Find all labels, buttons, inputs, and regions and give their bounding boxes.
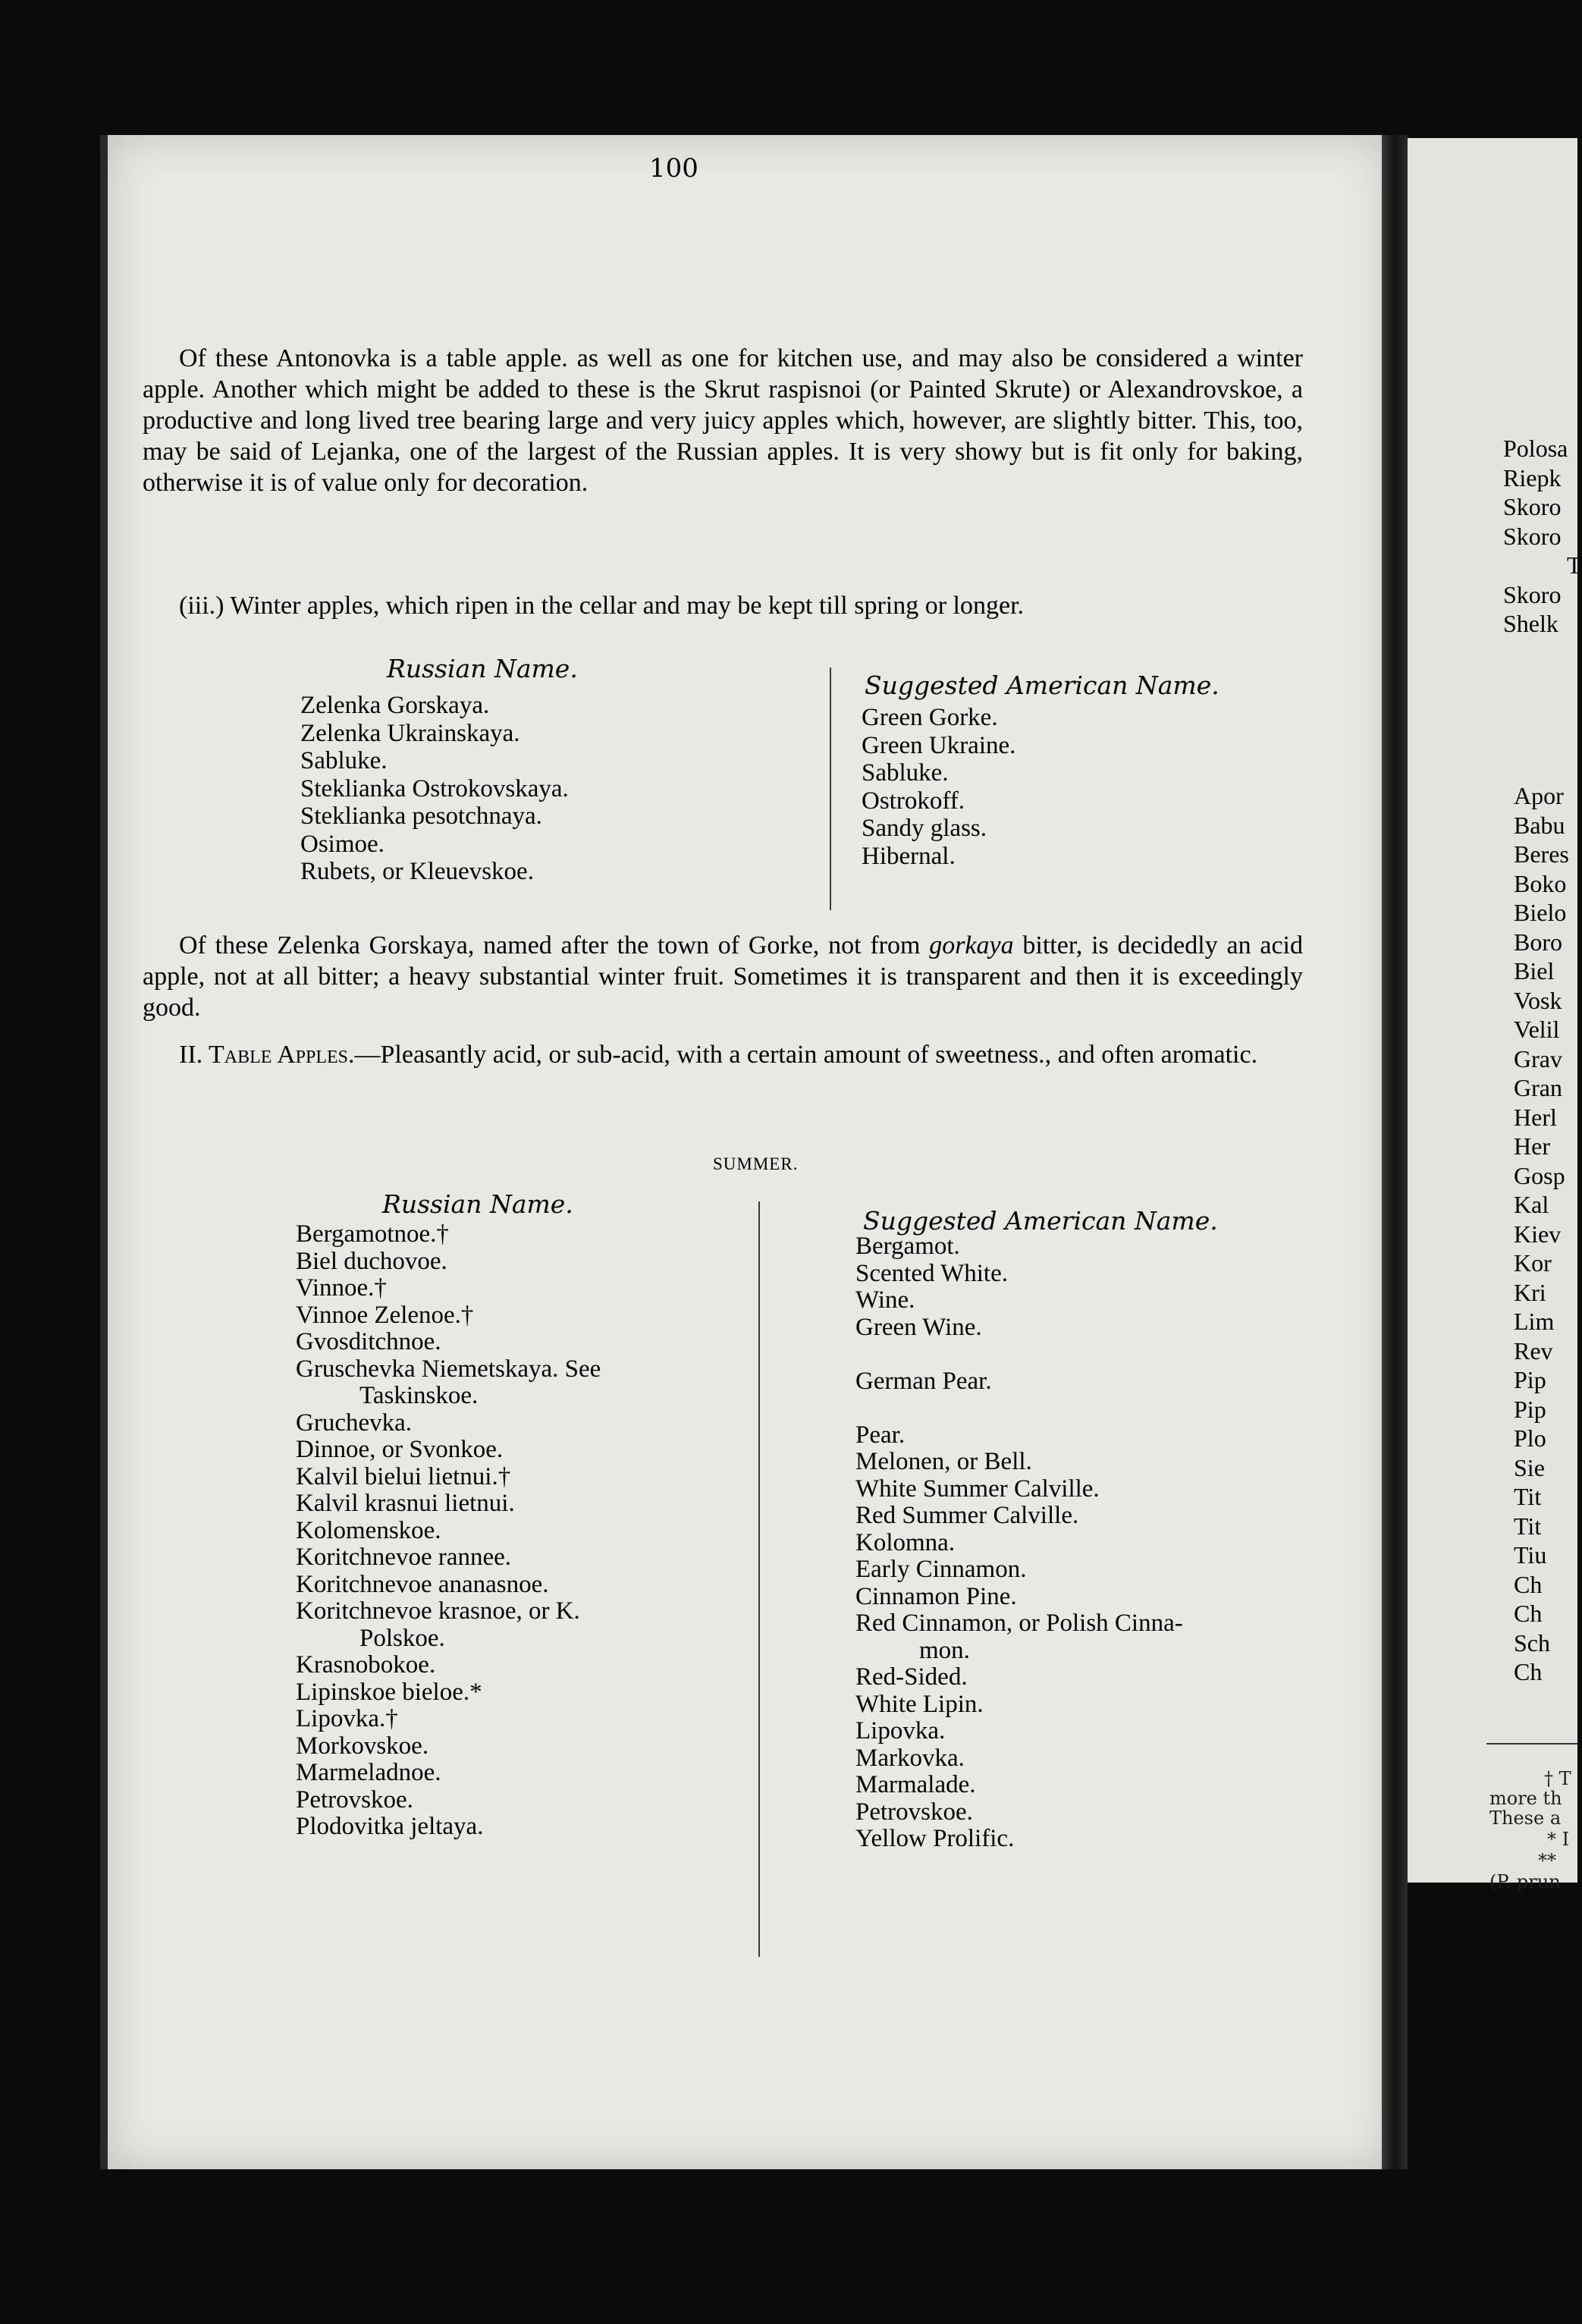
paragraph-zelenka-italic: gorkaya bbox=[929, 931, 1014, 959]
summer-russian-name: Morkovskoe. bbox=[296, 1732, 429, 1760]
facing-page-lower-item: Sie bbox=[1514, 1453, 1545, 1481]
facing-page-lower-item: Pip bbox=[1514, 1366, 1546, 1393]
summer-russian-name: Kolomenskoe. bbox=[296, 1516, 441, 1544]
paragraph-antonovka bbox=[143, 343, 1303, 498]
facing-page-lower-item: Tit bbox=[1514, 1483, 1542, 1510]
facing-page-top-item: Polosa bbox=[1503, 435, 1568, 462]
summer-russian-name: Gvosditchnoe. bbox=[296, 1328, 441, 1355]
summer-american-header: Suggested American Name. bbox=[863, 1206, 1218, 1236]
winter-american-name: Green Gorke. bbox=[862, 704, 998, 731]
winter-american-name: Sabluke. bbox=[862, 759, 949, 787]
facing-page-lower-item: Sch bbox=[1514, 1628, 1550, 1657]
summer-russian-name: Krasnobokoe. bbox=[296, 1651, 436, 1679]
summer-american-name: Lipovka. bbox=[855, 1717, 946, 1745]
summer-russian-name: Vinnoe Zelenoe.† bbox=[296, 1301, 474, 1329]
winter-american-name: Ostrokoff. bbox=[862, 787, 965, 815]
facing-page-lower-item: Grav bbox=[1514, 1044, 1562, 1072]
facing-page-footnote: ** bbox=[1538, 1850, 1556, 1871]
facing-page-footnote: These a bbox=[1489, 1807, 1562, 1829]
summer-russian-name: Koritchnevoe krasnoe, or K. bbox=[296, 1597, 580, 1625]
facing-page-top-list bbox=[1503, 434, 1582, 639]
summer-heading: SUMMER. bbox=[713, 1154, 799, 1173]
facing-page-top-item: Riepk bbox=[1503, 463, 1562, 491]
paragraph-zelenka-text-b: bitter, is decidedly an acid apple, not at all bitter; a heavy substantial winter fruit. Sometimes it is transparent and then it is exceedingly good. bbox=[143, 931, 1304, 1022]
winter-american-header: Suggested American Name. bbox=[865, 671, 1219, 700]
summer-russian-name: Marmeladnoe. bbox=[296, 1759, 441, 1786]
facing-page-lower-item: Kri bbox=[1514, 1278, 1546, 1306]
facing-page-lower-item: Velil bbox=[1514, 1016, 1560, 1043]
summer-russian-name: Lipovka.† bbox=[296, 1705, 398, 1732]
paragraph-table-apples bbox=[143, 1039, 1303, 1070]
summer-american-list bbox=[855, 1233, 1183, 1853]
paragraph-antonovka-text: Of these Antonovka is a table apple. as well as one for kitchen use, and may also be considered a winter apple. Another which might be added to these is the Skrut raspisnoi (or Painted Skrute) or Alexandrovskoe, a productive and long lived tree bearing large and very juicy apples which, however, are slightly bitter. This, too, may be said of Lejanka, one of the largest of the Russian apples. It is very showy but is fit only for baking, otherwise it is of value only for decoration. bbox=[143, 344, 1303, 497]
summer-column-rule bbox=[758, 1201, 760, 1957]
summer-american-name: Markovka. bbox=[855, 1744, 965, 1772]
summer-russian-name: Petrovskoe. bbox=[296, 1785, 413, 1814]
facing-page-lower-item: Apor bbox=[1514, 782, 1564, 809]
summer-american-name: Green Wine. bbox=[855, 1313, 982, 1341]
summer-russian-name: Lipinskoe bieloe.* bbox=[296, 1678, 482, 1706]
table-apples-text: —Pleasantly acid, or sub-acid, with a certain amount of sweetness., and often aromatic. bbox=[354, 1041, 1258, 1069]
winter-russian-name: Osimoe. bbox=[300, 830, 385, 858]
winter-russian-name: Steklianka Ostrokovskaya. bbox=[300, 774, 569, 802]
winter-american-name: Green Ukraine. bbox=[862, 731, 1016, 759]
footnote-rule bbox=[1486, 1743, 1577, 1745]
summer-american-name: German Pear. bbox=[855, 1367, 992, 1395]
summer-russian-name: Gruschevka Niemetskaya. See bbox=[296, 1355, 601, 1383]
summer-american-name bbox=[855, 1395, 1183, 1422]
summer-american-name: Red Summer Calville. bbox=[855, 1502, 1079, 1529]
summer-american-name: Kolomna. bbox=[855, 1528, 956, 1556]
winter-russian-name: Sabluke. bbox=[300, 747, 388, 774]
summer-american-name: White Summer Calville. bbox=[855, 1474, 1100, 1503]
paragraph-winter-apples-text: (iii.) Winter apples, which ripen in the cellar and may be kept till spring or longer. bbox=[179, 592, 1025, 620]
winter-russian-name: Steklianka pesotchnaya. bbox=[300, 802, 542, 830]
facing-page-lower-item: Vosk bbox=[1514, 986, 1562, 1014]
summer-russian-name: Kalvil bielui lietnui.† bbox=[296, 1462, 511, 1490]
summer-russian-name: Bergamotnoe.† bbox=[296, 1220, 449, 1248]
summer-american-name: mon. bbox=[919, 1636, 970, 1664]
facing-page-lower-item: Babu bbox=[1514, 811, 1565, 839]
facing-page-footnote: (P. prun bbox=[1489, 1871, 1561, 1892]
winter-american-name: Hibernal. bbox=[862, 842, 956, 870]
winter-american-name: Sandy glass. bbox=[862, 815, 987, 842]
facing-page-lower-item: Kiev bbox=[1514, 1220, 1562, 1248]
facing-page-lower-item: Tiu bbox=[1514, 1541, 1547, 1569]
facing-page-lower-item: Herl bbox=[1514, 1103, 1557, 1131]
facing-page-top-item: Skoro bbox=[1503, 493, 1562, 520]
winter-american-list bbox=[862, 704, 1015, 870]
winter-russian-name: Zelenka Gorskaya. bbox=[300, 692, 490, 719]
facing-page-lower-item: Gosp bbox=[1514, 1161, 1565, 1189]
winter-russian-header: Russian Name. bbox=[387, 654, 578, 683]
facing-page-lower-item: Beres bbox=[1514, 840, 1569, 868]
winter-russian-list bbox=[300, 692, 569, 886]
summer-russian-list bbox=[296, 1221, 601, 1841]
paragraph-zelenka bbox=[143, 930, 1303, 1023]
winter-russian-name: Rubets, or Kleuevskoe. bbox=[300, 858, 534, 885]
summer-american-name: White Lipin. bbox=[855, 1690, 984, 1718]
facing-page-lower-item: Biel bbox=[1514, 957, 1555, 985]
summer-american-name: Wine. bbox=[855, 1286, 915, 1314]
page-number: 100 bbox=[649, 153, 698, 184]
facing-page-lower-item: Bielo bbox=[1514, 899, 1567, 926]
summer-russian-name: Gruchevka. bbox=[296, 1409, 413, 1437]
summer-russian-name: Koritchnevoe ananasnoe. bbox=[296, 1570, 549, 1598]
summer-russian-header: Russian Name. bbox=[382, 1189, 573, 1219]
table-apples-heading: II. Table Apples. bbox=[179, 1041, 355, 1069]
summer-american-name: Cinnamon Pine. bbox=[855, 1582, 1017, 1610]
facing-page-top-item: Skoro bbox=[1503, 580, 1562, 608]
facing-page-lower-item: Ch bbox=[1514, 1658, 1543, 1685]
summer-russian-name: Polskoe. bbox=[359, 1624, 445, 1652]
facing-page-top-item: Shelk bbox=[1503, 610, 1558, 637]
paragraph-winter-apples bbox=[143, 590, 1303, 621]
summer-russian-name: Dinnoe, or Svonkoe. bbox=[296, 1436, 504, 1463]
summer-american-name: Melonen, or Bell. bbox=[855, 1448, 1032, 1475]
winter-russian-name: Zelenka Ukrainskaya. bbox=[300, 719, 520, 747]
facing-page-footnote: * I bbox=[1547, 1829, 1570, 1850]
facing-page-lower-item: Her bbox=[1514, 1132, 1550, 1160]
facing-page-top-item: T bbox=[1567, 551, 1582, 579]
summer-russian-name: Vinnoe.† bbox=[296, 1274, 387, 1302]
facing-page-lower-item: Ch bbox=[1514, 1570, 1543, 1598]
summer-american-name: Scented White. bbox=[855, 1259, 1008, 1287]
book-gutter bbox=[1382, 135, 1408, 2169]
facing-page-lower-item: Ch bbox=[1514, 1600, 1543, 1627]
facing-page-lower-item: Pip bbox=[1514, 1395, 1546, 1423]
summer-russian-name: Biel duchovoe. bbox=[296, 1247, 447, 1275]
facing-page-lower-item: Boro bbox=[1514, 928, 1562, 956]
summer-american-name: Bergamot. bbox=[855, 1233, 960, 1260]
summer-american-name: Red-Sided. bbox=[855, 1663, 968, 1691]
summer-american-name: Petrovskoe. bbox=[855, 1798, 973, 1826]
facing-page-lower-item: Kal bbox=[1514, 1191, 1549, 1218]
summer-american-name: Yellow Prolific. bbox=[855, 1825, 1015, 1852]
summer-russian-name: Taskinskoe. bbox=[359, 1382, 479, 1409]
summer-russian-name: Plodovitka jeltaya. bbox=[296, 1813, 484, 1840]
paragraph-zelenka-text-a: Of these Zelenka Gorskaya, named after the town of Gorke, not from bbox=[179, 931, 930, 959]
summer-american-name: Marmalade. bbox=[855, 1771, 976, 1798]
facing-page-footnote: more th bbox=[1489, 1788, 1562, 1809]
winter-column-rule bbox=[830, 667, 831, 910]
facing-page-footnote: † T bbox=[1544, 1768, 1571, 1789]
summer-american-name: Pear. bbox=[855, 1421, 906, 1449]
facing-page-lower-item: Tit bbox=[1514, 1512, 1542, 1540]
facing-page-lower-item: Boko bbox=[1514, 869, 1567, 897]
facing-page-lower-item: Plo bbox=[1514, 1424, 1546, 1452]
summer-american-name: Early Cinnamon. bbox=[855, 1556, 1027, 1583]
summer-american-name: Red Cinnamon, or Polish Cinna- bbox=[855, 1610, 1183, 1637]
facing-page-lower-list bbox=[1514, 781, 1569, 1687]
facing-page-lower-item: Lim bbox=[1514, 1308, 1555, 1335]
facing-page-lower-item: Rev bbox=[1514, 1336, 1553, 1365]
summer-american-name bbox=[855, 1341, 1183, 1368]
facing-page-lower-item: Kor bbox=[1514, 1249, 1552, 1277]
summer-russian-name: Kalvil krasnui lietnui. bbox=[296, 1490, 515, 1517]
facing-page-top-item: Skoro bbox=[1503, 522, 1562, 550]
facing-page-lower-item: Gran bbox=[1514, 1074, 1562, 1101]
summer-russian-name: Koritchnevoe rannee. bbox=[296, 1544, 512, 1571]
